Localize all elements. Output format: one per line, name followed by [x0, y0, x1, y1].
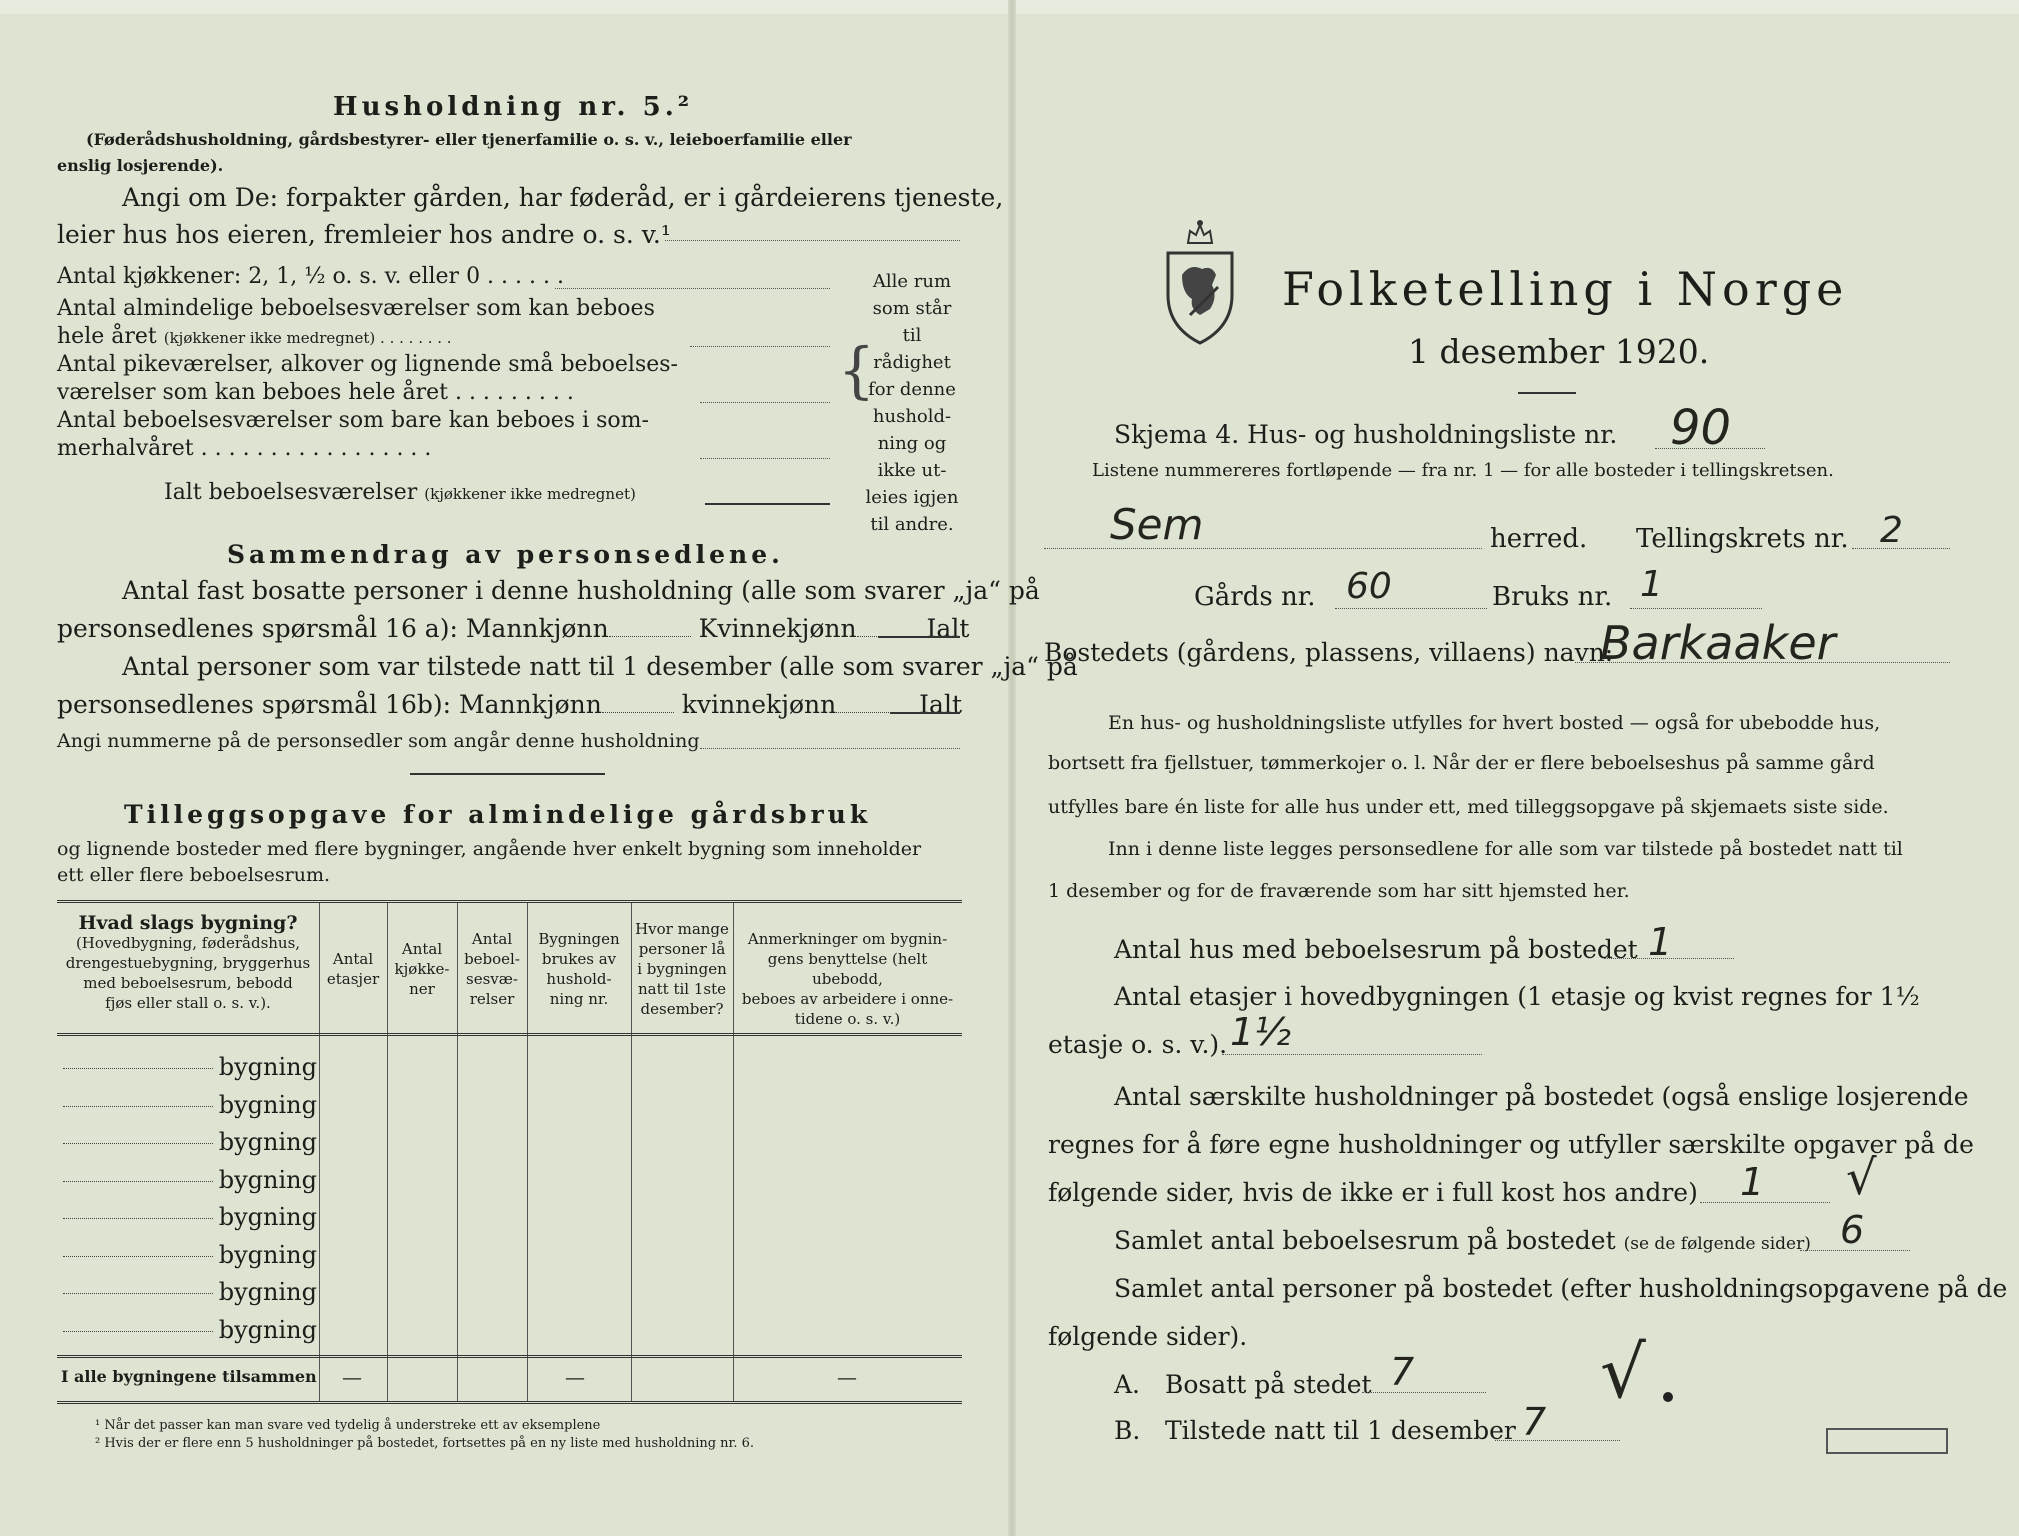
- bruks-line: [1630, 608, 1762, 609]
- table-row: [57, 1091, 317, 1119]
- sammendrag-line-1: Antal fast bosatte personer i denne husholdning (alle som svarer „ja“ på: [122, 576, 1040, 605]
- header-line: kjøkke-: [394, 960, 450, 978]
- pike-line: [700, 402, 830, 403]
- bostedet-label: Bostedets (gårdens, plassens, villaens) navn:: [1044, 638, 1614, 667]
- ialt-line-1: [878, 636, 960, 638]
- header-line: i bygningen: [637, 960, 727, 978]
- coat-of-arms-icon: [1160, 215, 1240, 350]
- bostedet-value: Barkaaker: [1600, 616, 1836, 670]
- mann-label-2: personsedlenes spørsmål 16b): Mannkjønn: [57, 690, 602, 719]
- row-label: bygning: [218, 1128, 317, 1156]
- instruction-2: bortsett fra fjellstuer, tømmerkojer o. l. Når der er flere beboelseshus på samme gård: [1048, 752, 1875, 774]
- sommer-label-2: merhalvåret . . . . . . . . . . . . . . . . .: [57, 436, 432, 461]
- footnote-1: ¹ Når det passer kan man svare ved tydelig å understreke ett av eksemplene: [95, 1418, 601, 1433]
- b-label: B.: [1114, 1416, 1141, 1445]
- ialt-line-2: [890, 712, 960, 714]
- header-line: (Hovedbygning, føderådshus,: [75, 934, 301, 952]
- sammendrag-line-4: [57, 690, 962, 719]
- header-line: Antal: [401, 940, 443, 958]
- header-line: etasjer: [326, 970, 380, 988]
- gards-value: 60: [1346, 566, 1392, 607]
- row-label: bygning: [218, 1203, 317, 1231]
- a-line: [1362, 1392, 1486, 1393]
- ialt-rooms-note: (kjøkkener ikke medregnet): [424, 485, 636, 503]
- mann-line-2: [602, 712, 674, 713]
- sammendrag-line-5: Angi nummerne på de personsedler som angår denne husholdning: [57, 730, 700, 752]
- side-note-line: rådighet: [873, 352, 951, 373]
- header-line: fjøs eller stall o. s. v.).: [105, 994, 271, 1012]
- table-row: [57, 1278, 317, 1306]
- household-subtitle-1: (Føderådshusholdning, gårdsbestyrer- eller tjenerfamilie o. s. v., leieboerfamilie eller: [86, 130, 852, 149]
- alm-line: [690, 346, 830, 347]
- q-rum-label: [1114, 1226, 1811, 1255]
- side-note-line: Alle rum: [872, 271, 952, 292]
- tillegg-sub-1: og lignende bosteder med flere bygninger, angående hver enkelt bygning som inneholder: [57, 838, 922, 860]
- pike-label-2: værelser som kan beboes hele året . . . . . . . . .: [57, 380, 574, 405]
- table-row: [57, 1166, 317, 1194]
- row-label: bygning: [218, 1278, 317, 1306]
- form-title: Folketelling i Norge: [1282, 262, 1849, 316]
- instruction-1: En hus- og husholdningsliste utfylles for hvert bosted — også for ubebodde hus,: [1108, 712, 1881, 734]
- nummer-line: [700, 748, 960, 749]
- kjokkener-line: [555, 288, 830, 289]
- sum-row-label: I alle bygningene tilsammen: [61, 1367, 317, 1386]
- angi-line-1: Angi om De: forpakter gården, har føderåd, er i gårdeierens tjeneste,: [122, 183, 1004, 212]
- ialt-rooms-label: [164, 480, 636, 505]
- alm-label-1: Antal almindelige beboelsesværelser som kan beboes: [57, 296, 655, 321]
- angi-answer-line: [665, 240, 960, 241]
- sammendrag-line-2: [57, 614, 969, 643]
- table-sum-rule: [57, 1355, 962, 1358]
- sommer-label-1: Antal beboelsesværelser som bare kan beboes i som-: [57, 408, 649, 433]
- header-line: brukes av: [541, 950, 617, 968]
- side-note-line: hushold-: [872, 406, 952, 427]
- header-kjokkener: [387, 939, 457, 999]
- side-note-line: som står til: [872, 298, 952, 346]
- tellingskrets-label: Tellingskrets nr.: [1636, 524, 1849, 554]
- q-hush-value: 1: [1740, 1160, 1765, 1204]
- sammendrag-line-3: Antal personer som var tilstede natt til 1 desember (alle som svarer „ja“ på: [122, 652, 1078, 681]
- q-hush-line-1: Antal særskilte husholdninger på bostedet (også enslige losjerende: [1114, 1082, 1969, 1111]
- b-line: [1495, 1440, 1620, 1441]
- pike-label-1: Antal pikeværelser, alkover og lignende små beboelses-: [57, 352, 678, 377]
- header-line: hushold-: [546, 970, 612, 988]
- side-note-line: ikke ut-: [877, 460, 947, 481]
- row-label: bygning: [218, 1091, 317, 1119]
- header-line: Antal: [332, 950, 374, 968]
- table-row: [57, 1241, 317, 1269]
- census-date: 1 desember 1920.: [1408, 332, 1710, 371]
- ink-dot: [1663, 1392, 1673, 1402]
- header-line: tidene o. s. v.): [794, 1010, 901, 1028]
- bruks-value: 1: [1640, 564, 1663, 605]
- herred-label: herred.: [1490, 524, 1588, 554]
- rooms-side-note: [862, 268, 962, 538]
- angi-line-2: leier hus hos eieren, fremleier hos andre o. s. v.¹: [57, 220, 671, 249]
- herred-value: Sem: [1110, 500, 1204, 549]
- listene-note: Listene nummereres fortløpende — fra nr. 1 — for alle bosteder i tellingskretsen.: [1092, 460, 1834, 481]
- check-mark-icon: √: [1846, 1150, 1877, 1206]
- header-line: sesvæ-: [466, 970, 518, 988]
- list-number-line: [1655, 448, 1765, 449]
- alm-label-2-text: hele året: [57, 324, 157, 349]
- header-line: natt til 1ste: [638, 980, 726, 998]
- household-subtitle-2: enslig losjerende).: [57, 156, 224, 175]
- header-line: Hvor mange: [635, 920, 729, 938]
- footnote-2: ² Hvis der er flere enn 5 husholdninger på bostedet, fortsettes på en ny liste med husholdning nr. 6.: [95, 1436, 755, 1451]
- table-row: [57, 1316, 317, 1344]
- side-note-line: ning og: [877, 433, 947, 454]
- instruction-3: utfylles bare én liste for alle hus under ett, med tilleggsopgave på skjemaets siste side.: [1048, 796, 1889, 818]
- header-line: ning nr.: [549, 990, 609, 1008]
- page-fold: [1008, 0, 1016, 1536]
- tillegg-sub-2: ett eller flere beboelsesrum.: [57, 864, 331, 886]
- a-text: Bosatt på stedet: [1165, 1370, 1372, 1399]
- header-building-type-title: Hvad slags bygning?: [78, 912, 298, 934]
- header-etasjer: [319, 949, 387, 989]
- header-beboelsesvaerelser: [457, 929, 527, 1009]
- row-label: bygning: [218, 1241, 317, 1269]
- building-table: [57, 900, 962, 1404]
- header-line: beboel-: [464, 950, 520, 968]
- q-rum-text: Samlet antal beboelsesrum på bostedet: [1114, 1226, 1616, 1255]
- header-line: gens benyttelse (helt ubebodd,: [767, 950, 928, 988]
- side-note-line: til andre.: [870, 514, 954, 535]
- sammendrag-title: Sammendrag av personsedlene.: [227, 540, 784, 569]
- q-etasjer-line: [1222, 1054, 1482, 1055]
- q-etasjer-line-2: etasje o. s. v.).: [1048, 1030, 1228, 1059]
- header-line: med beboelsesrum, bebodd: [83, 974, 293, 992]
- row-label: bygning: [218, 1316, 317, 1344]
- list-number-value: 90: [1670, 400, 1732, 456]
- q-hus-value: 1: [1648, 920, 1673, 964]
- kvinne-label-1: Kvinnekjønn: [698, 614, 857, 643]
- ialt-rooms-line: [705, 503, 830, 505]
- header-line: Antal: [471, 930, 513, 948]
- table-header-rule: [57, 1033, 962, 1036]
- header-line: Anmerkninger om bygnin-: [747, 930, 948, 948]
- q-hush-line-3: følgende sider, hvis de ikke er i full kost hos andre): [1048, 1178, 1698, 1207]
- alm-label-2: [57, 324, 452, 349]
- a-value: 7: [1390, 1350, 1415, 1394]
- row-label: bygning: [218, 1166, 317, 1194]
- q-hus-label: Antal hus med beboelsesrum på bostedet: [1114, 935, 1638, 964]
- section-divider: [410, 773, 605, 775]
- header-building-type: [57, 913, 319, 1013]
- table-row: [57, 1053, 317, 1081]
- header-husholdning-nr: [527, 929, 631, 1009]
- gards-line: [1335, 608, 1487, 609]
- herred-line: [1044, 548, 1482, 549]
- sommer-line: [700, 458, 830, 459]
- mann-label-1: personsedlenes spørsmål 16 a): Mannkjønn: [57, 614, 609, 643]
- b-value: 7: [1522, 1400, 1547, 1444]
- ialt-label-2: Ialt: [919, 690, 962, 719]
- q-hush-line: [1700, 1202, 1830, 1203]
- a-label: A.: [1114, 1370, 1141, 1399]
- sum-dash-anmerkninger: —: [837, 1365, 857, 1389]
- q-etasjer-value: 1½: [1230, 1010, 1292, 1054]
- side-note-line: leies igjen: [865, 487, 959, 508]
- header-line: beboes av arbeidere i onne-: [741, 990, 954, 1008]
- household-title: Husholdning nr. 5.²: [333, 92, 694, 122]
- header-line: desember?: [640, 1000, 724, 1018]
- q-rum-note: (se de følgende sider): [1623, 1234, 1811, 1254]
- instruction-4: Inn i denne liste legges personsedlene for alle som var tilstede på bostedet natt til: [1108, 838, 1903, 860]
- instruction-5: 1 desember og for de fraværende som har sitt hjemsted her.: [1048, 880, 1630, 902]
- header-personer: [631, 919, 733, 1019]
- header-line: drengestuebygning, bryggerhus: [65, 954, 311, 972]
- bostedet-line: [1575, 662, 1950, 663]
- header-anmerkninger: [733, 929, 962, 1029]
- tillegg-title: Tilleggsopgave for almindelige gårdsbruk: [124, 800, 872, 829]
- rooms-brace: {: [838, 334, 875, 406]
- side-note-line: for denne: [868, 379, 956, 400]
- ialt-rooms-text: Ialt beboelsesværelser: [164, 480, 418, 505]
- mann-line-1: [609, 636, 691, 637]
- check-mark-large-icon: √: [1600, 1330, 1646, 1414]
- skjema-label: Skjema 4. Hus- og husholdningsliste nr.: [1114, 420, 1618, 449]
- kjokkener-label: Antal kjøkkener: 2, 1, ½ o. s. v. eller 0 . . . . . .: [57, 264, 564, 289]
- tellingskrets-value: 2: [1880, 510, 1903, 551]
- sum-dash-husholdning: —: [565, 1365, 585, 1389]
- b-text: Tilstede natt til 1 desember: [1165, 1416, 1516, 1445]
- kvinne-label-2: kvinnekjønn: [681, 690, 837, 719]
- q-hus-line: [1604, 958, 1734, 959]
- header-line: ner: [409, 980, 435, 998]
- q-etasjer-line-1: Antal etasjer i hovedbygningen (1 etasje og kvist regnes for 1½: [1114, 982, 1920, 1011]
- q-pers-line-1: Samlet antal personer på bostedet (efter husholdningsopgavene på de: [1114, 1274, 2008, 1303]
- q-rum-value: 6: [1840, 1208, 1865, 1252]
- header-line: Bygningen: [538, 930, 620, 948]
- title-divider: [1518, 392, 1576, 394]
- printer-stamp-icon: [1826, 1428, 1948, 1454]
- header-line: relser: [469, 990, 515, 1008]
- sum-dash-etasjer: —: [342, 1365, 362, 1389]
- q-hush-line-2: regnes for å føre egne husholdninger og utfyller særskilte opgaver på de: [1048, 1130, 1974, 1159]
- row-label: bygning: [218, 1053, 317, 1081]
- q-pers-line-2: følgende sider).: [1048, 1322, 1248, 1351]
- tellingskrets-line: [1852, 548, 1950, 549]
- q-rum-line: [1800, 1250, 1910, 1251]
- ialt-label-1: Ialt: [926, 614, 970, 643]
- alm-label-2-note: (kjøkkener ikke medregnet) . . . . . . . .: [163, 329, 452, 347]
- table-row: [57, 1128, 317, 1156]
- gards-label: Gårds nr.: [1194, 582, 1316, 612]
- header-line: personer lå: [638, 940, 726, 958]
- bruks-label: Bruks nr.: [1492, 582, 1613, 612]
- table-row: [57, 1203, 317, 1231]
